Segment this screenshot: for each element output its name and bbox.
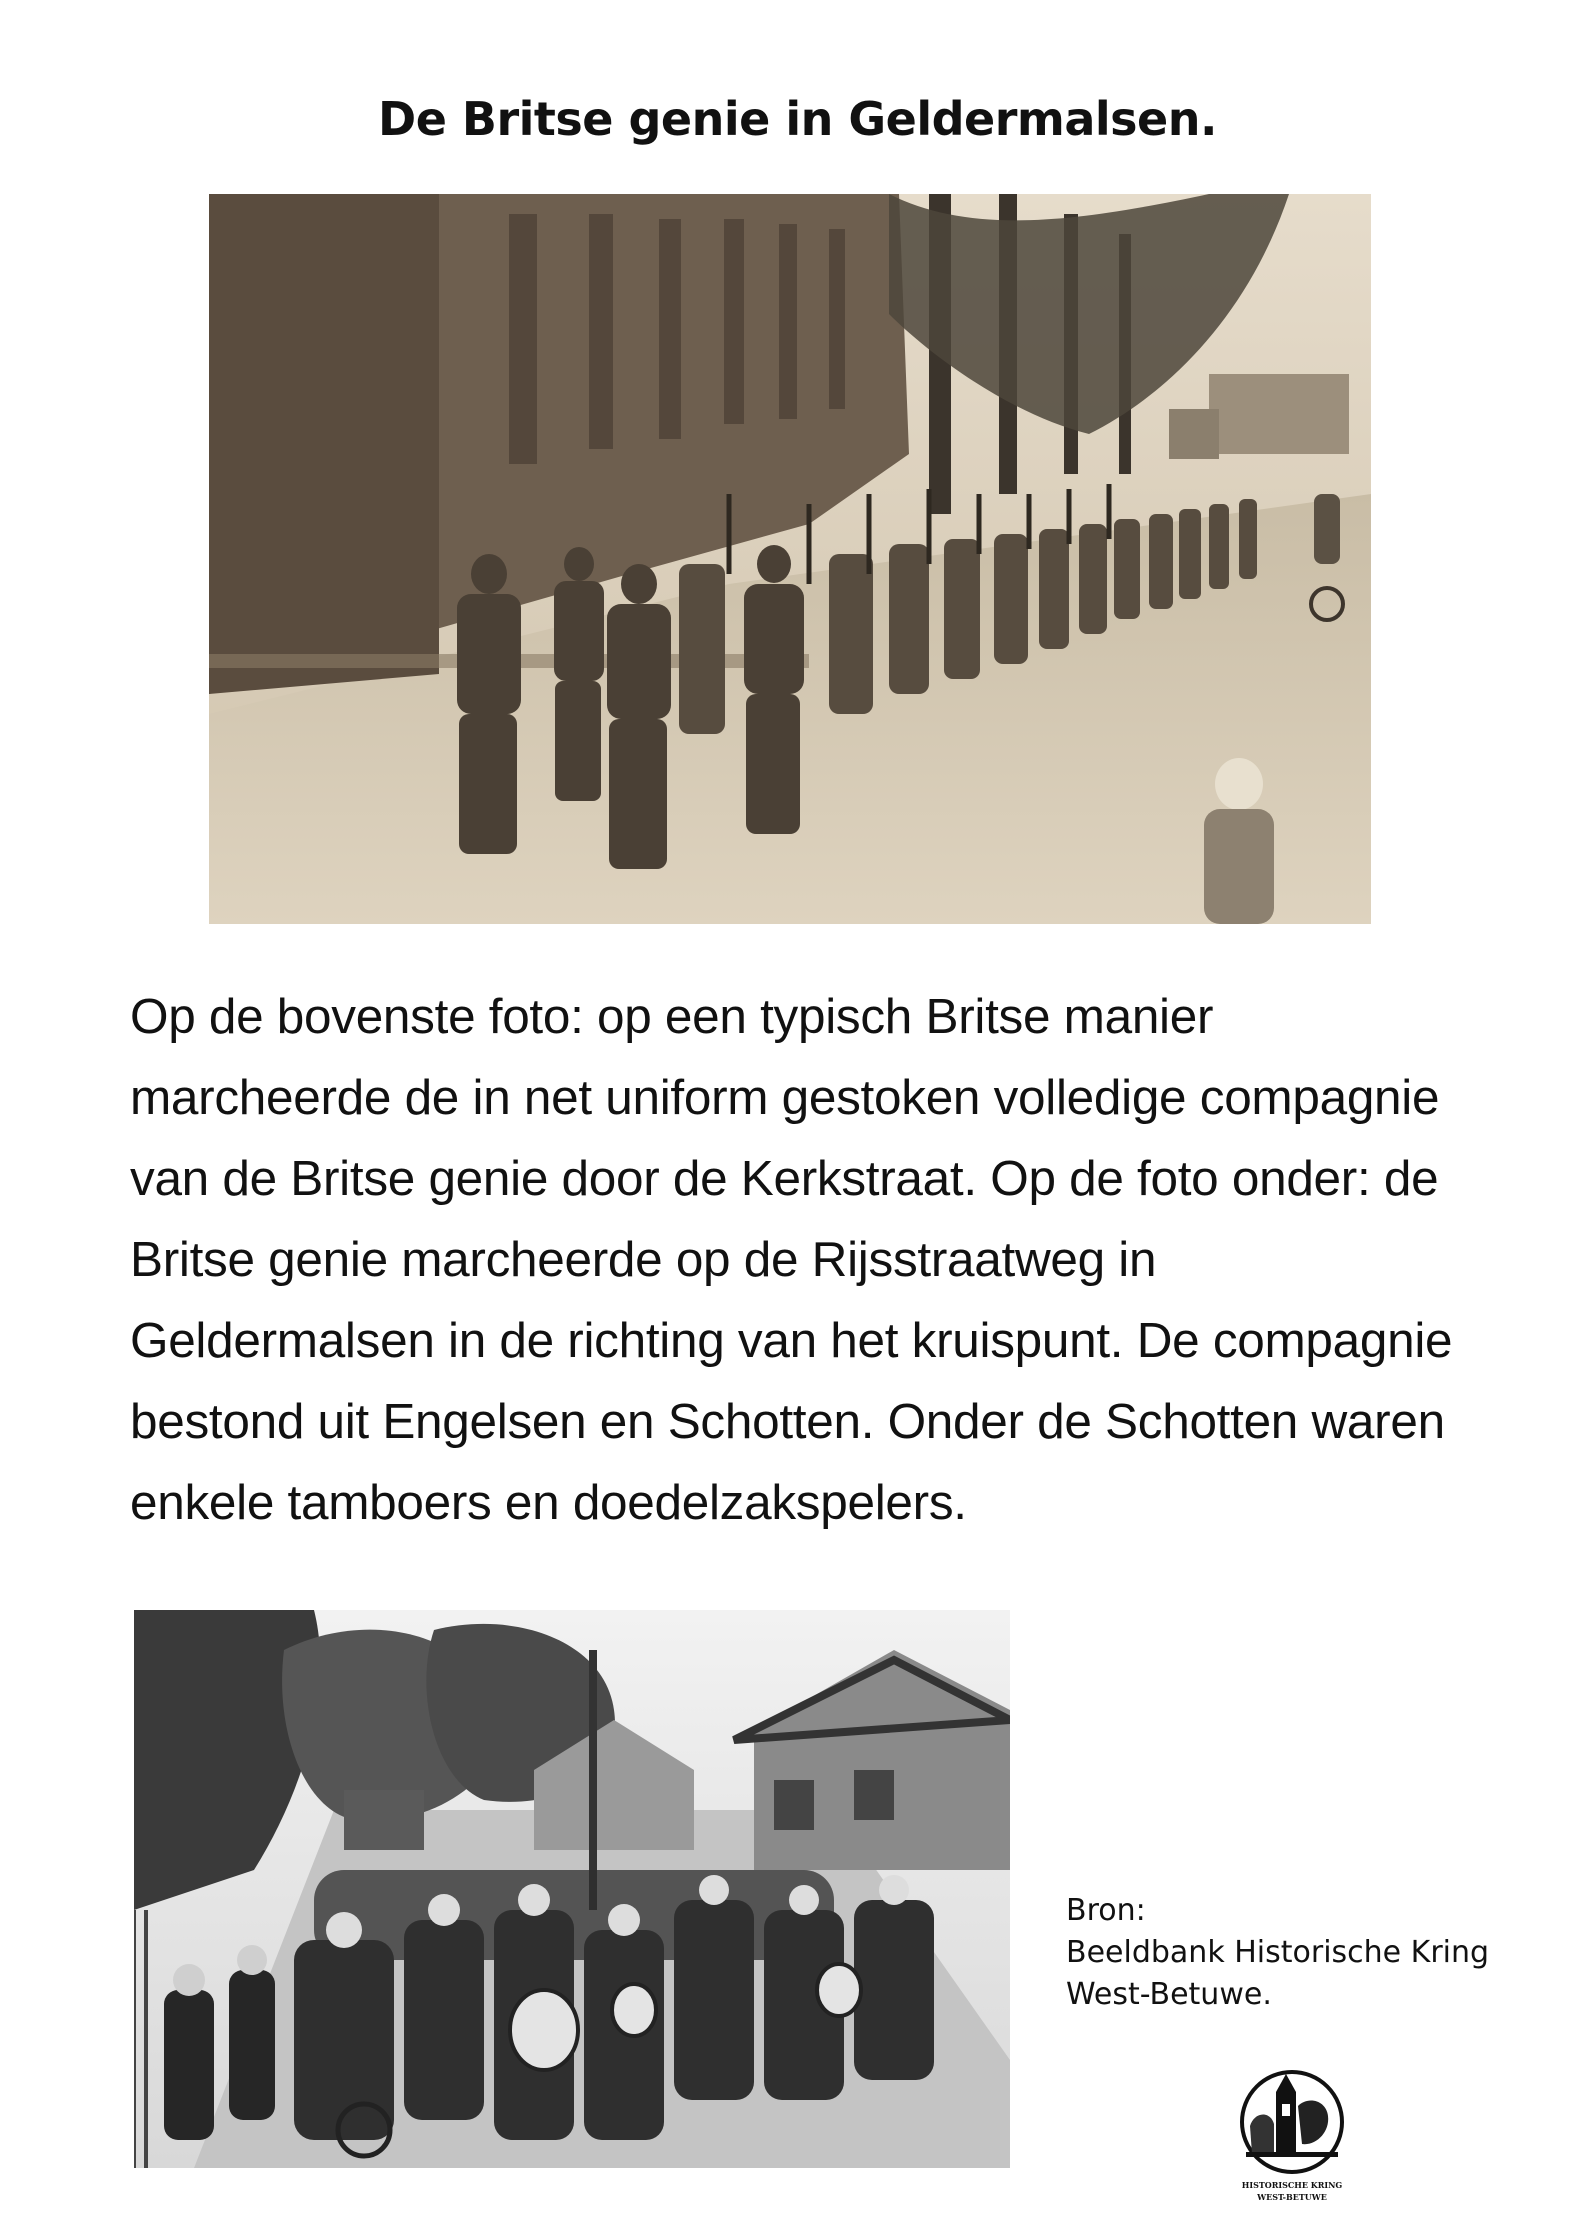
source-line-2: West-Betuwe. <box>1066 1977 1272 2012</box>
logo-text-line-2: WEST-BETUWE <box>1257 2192 1327 2202</box>
body-paragraph: Op de bovenste foto: op een typisch Britse manier marcheerde de in net uniform gestoken volledige compagnie van de Britse genie door de Kerkstraat. Op de foto onder: de Britse genie marcheerde op de Rijsstraatweg in Geldermalsen in de richting van het kruispunt. De compagnie bestond uit Engelsen en Schotten. Onder de Schotten waren enkele tamboers en doedelzakspelers. <box>130 989 1453 1530</box>
source-line-1: Beeldbank Historische Kring <box>1066 1935 1490 1970</box>
source-label: Bron: <box>1066 1893 1146 1928</box>
photo-soldiers-kerkstraat <box>209 194 1371 924</box>
source-credit <box>1066 1890 1490 2016</box>
historische-kring-logo <box>1236 2066 1348 2210</box>
photo-band-rijsstraatweg <box>134 1610 1010 2168</box>
page-title: De Britse genie in Geldermalsen. <box>378 92 1217 146</box>
logo-text-line-1: HISTORISCHE KRING <box>1241 2180 1343 2190</box>
